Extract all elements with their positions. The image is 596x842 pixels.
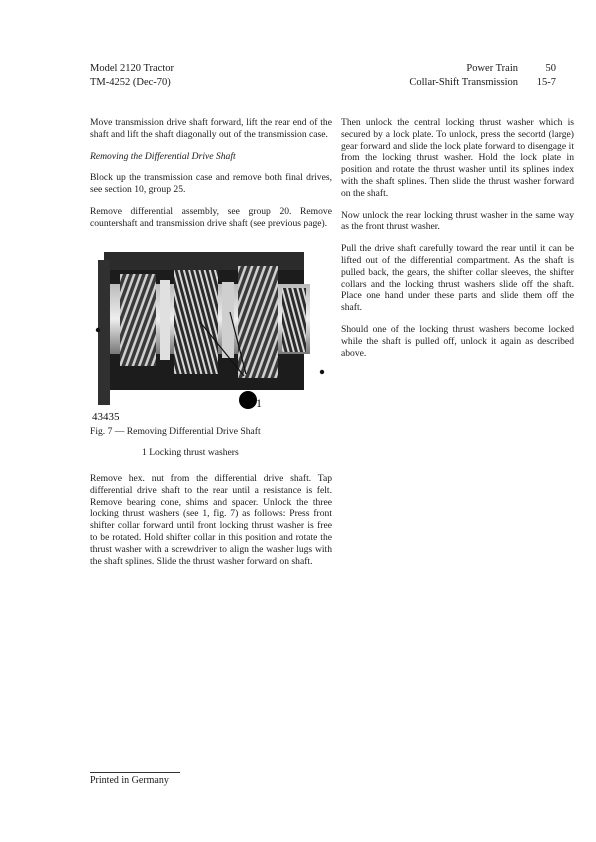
- paragraph: Block up the transmission case and remove both final drives, see section 10, group 25.: [90, 172, 332, 196]
- page-number: 15-7: [536, 77, 556, 88]
- model-line: Model 2120 Tractor: [90, 63, 174, 74]
- caption-title: Fig. 7 — Removing Differential Drive Shaft: [90, 426, 261, 437]
- figure-caption: [90, 426, 261, 459]
- paragraph: Remove hex. nut from the differential drive shaft. Tap differential drive shaft to the rear until a resistance is felt. Remove bearing cone, shims and spacer. Unlock the three locking thrust washers (see 1, fig. 7) as follows: Press front shifter collar forward until front locking thrust washer is free to be rotated. Hold shifter collar in this position and rotate the thrust washer with a screwdriver to align the washer lugs with the shaft splines. Slide the thrust washer forward on shaft.: [90, 473, 332, 567]
- paragraph: Now unlock the rear locking thrust washer in the same way as the front thrust washer.: [341, 209, 574, 233]
- paragraph: Should one of the locking thrust washers become locked while the shaft is pulled off, unlock it again as described above.: [341, 323, 574, 359]
- page-header-left: [90, 62, 174, 90]
- photo-callout: 1: [256, 396, 262, 410]
- manual-number: TM-4252 (Dec-70): [90, 77, 171, 88]
- paragraph: Pull the drive shaft carefully toward the rear until it can be lifted out of the differential compartment. As the shaft is pulled back, the gears, the shifter collar sleeves, the shifter collars and the locking thrust washers slide off the shaft. Place one hand under these parts and slide them off the shaft.: [341, 243, 574, 314]
- page-header-right: [409, 62, 556, 90]
- caption-legend: 1 Locking thrust washers: [142, 447, 239, 458]
- subsection-title: Collar-Shift Transmission: [409, 77, 518, 88]
- photo-number: 43435: [92, 411, 120, 422]
- gear-assembly-photo: [90, 252, 330, 422]
- section-number: 50: [545, 63, 556, 74]
- section-title: Power Train: [466, 63, 518, 74]
- section-heading: Removing the Differential Drive Shaft: [90, 150, 236, 162]
- left-column: [90, 117, 332, 240]
- paragraph: Remove differential assembly, see group 20. Remove countershaft and transmission drive shaft (see previous page).: [90, 205, 332, 229]
- footer-rule: [90, 772, 180, 773]
- footer-text: Printed in Germany: [90, 775, 169, 786]
- page-footer: [90, 772, 180, 786]
- procedure-paragraph: [90, 473, 332, 567]
- paragraph: Then unlock the central locking thrust washer which is secured by a lock plate. To unlock, press the secortd (large) gear forward and slide the lock plate forward to disengage it from the locking thrust washer. Hold the lock plate in position and rotate the thrust washer until its splines index with the shaft splines. Then slide the thrust washer forward on the shaft.: [341, 117, 574, 199]
- right-column: [341, 117, 574, 369]
- paragraph: Move transmission drive shaft forward, lift the rear end of the shaft and lift the shaft diagonally out of the transmission case.: [90, 117, 332, 140]
